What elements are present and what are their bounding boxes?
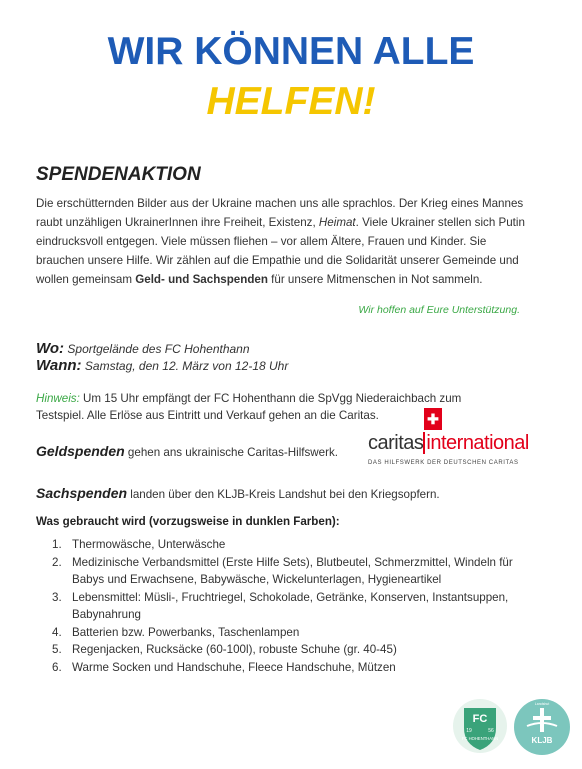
needs-item: 5. Regenjacken, Rucksäcke (60-100l), robuste Schuhe (gr. 40-45): [52, 643, 397, 656]
caritas-wordmark: [368, 432, 529, 455]
location-value: Sportgelände des FC Hohenthann: [67, 342, 250, 356]
hint-text: Um 15 Uhr empfängt der FC Hohenthann die SpVgg Niederaichbach zum Testspiel. Alle Erlöse aus Eintritt und Verkauf gehen an die Caritas.: [36, 392, 462, 422]
caritas-cross-icon: ✚: [424, 408, 442, 430]
caritas-word2: international: [423, 432, 528, 454]
goods-donation-line: [36, 485, 440, 501]
intro-bold: Geld- und Sachspenden: [135, 273, 268, 286]
caritas-subline: DAS HILFSWERK DER DEUTSCHEN CARITAS: [368, 460, 519, 466]
needs-item: 2. Medizinische Verbandsmittel (Erste Hilfe Sets), Blutbeutel, Schmerzmittel, Windeln für Babys und Erwachsene, Babywäsche, Wickelunterlagen, Hygieneartikel: [52, 555, 513, 586]
goods-donation-text: landen über den KLJB-Kreis Landshut bei den Kriegsopfern.: [130, 488, 440, 501]
headline-line2: HELFEN!: [206, 80, 376, 123]
caritas-word1: caritas: [368, 432, 424, 454]
caritas-logo: [368, 408, 529, 470]
intro-text-2: . Viele Ukrainer stellen sich Putin eindrucksvoll entgegen. Viele müssen fliehen – vor allem Ältere, Frauen und Kinder. Sie brauchen unsere Hilfe. Wir zählen auf die Empathie und die Solidarität unserer Gemeinde und wollen gemeinsam: [36, 216, 525, 286]
intro-text-3: für unsere Mitmenschen in Not sammeln.: [267, 273, 483, 286]
goods-donation-label: Sachspenden: [36, 485, 128, 501]
fc-hohenthann-logo-icon: [452, 698, 508, 754]
thanks-note: Wir hoffen auf Eure Unterstützung.: [358, 304, 520, 316]
location-line: [36, 340, 250, 357]
date-label: Wann:: [36, 357, 82, 374]
hint-label: Hinweis:: [36, 392, 80, 405]
money-donation-label: Geldspenden: [36, 443, 125, 459]
svg-text:FC: FC: [472, 713, 488, 725]
svg-text:56: 56: [488, 728, 494, 734]
needs-item: 3. Lebensmittel: Müsli-, Fruchtriegel, Schokolade, Getränke, Konserven, Instantsuppen, Babynahrung: [52, 590, 509, 621]
intro-heimat: Heimat: [318, 216, 356, 229]
intro-text-1: Die erschütternden Bilder aus der Ukraine machen uns alle sprachlos. Der Krieg eines Mannes raubt unzähligen UkrainerInnen ihre Freiheit, Existenz,: [36, 197, 524, 229]
headline-line1: WIR KÖNNEN ALLE: [107, 30, 475, 73]
svg-text:FC HOHENTHANN: FC HOHENTHANN: [461, 736, 499, 741]
date-value: Samstag, den 12. März von 12-18 Uhr: [84, 359, 289, 373]
needs-item: 1. Thermowäsche, Unterwäsche: [52, 538, 226, 551]
svg-text:19: 19: [466, 728, 472, 734]
svg-text:KLJB: KLJB: [531, 736, 553, 745]
money-donation-text: gehen ans ukrainische Caritas-Hilfswerk.: [127, 446, 338, 459]
intro-paragraph: [36, 194, 526, 289]
needs-list: [52, 536, 532, 676]
kljb-logo-icon: [513, 698, 571, 756]
needs-item: 4. Batterien bzw. Powerbanks, Taschenlampen: [52, 625, 300, 639]
money-donation-line: [36, 443, 338, 459]
needs-title: Was gebraucht wird (vorzugsweise in dunklen Farben):: [36, 515, 340, 528]
section-title: SPENDENAKTION: [36, 164, 201, 185]
date-line: [36, 357, 288, 374]
svg-text:Landshut: Landshut: [534, 702, 550, 706]
location-label: Wo:: [36, 340, 65, 357]
needs-item: 6. Warme Socken und Handschuhe, Fleece Handschuhe, Mützen: [52, 660, 396, 674]
